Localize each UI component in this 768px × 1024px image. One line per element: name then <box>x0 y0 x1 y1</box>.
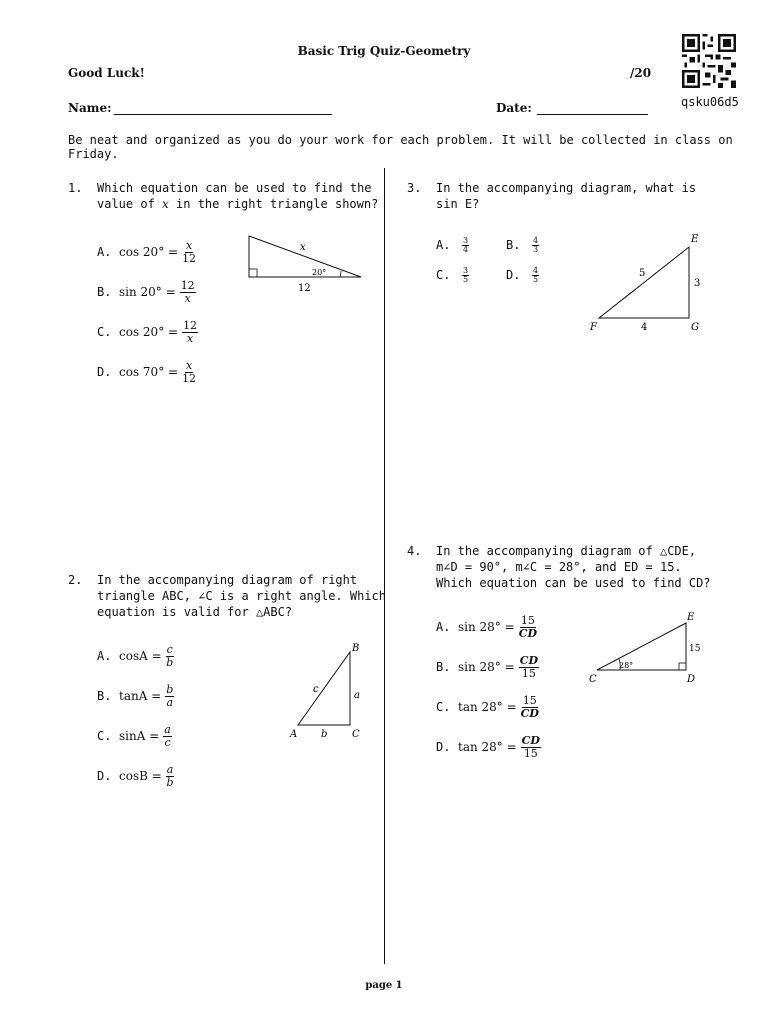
good-luck-text: Good Luck! <box>68 66 145 80</box>
q2-choice-a[interactable] <box>97 636 174 676</box>
q1-choice-c[interactable] <box>97 312 198 352</box>
frac-den: 12 <box>182 251 197 265</box>
score-total: /20 <box>630 66 652 80</box>
choice-expr: cos 20° = <box>119 245 179 259</box>
q1-choices <box>97 232 198 392</box>
q2-vertex-a: A <box>290 729 298 740</box>
choice-label: D. <box>97 769 112 783</box>
q2-side-b: b <box>321 729 328 740</box>
frac-num: a <box>166 762 174 776</box>
choice-expr: sin 28° = <box>458 620 515 634</box>
q3-triangle-diagram <box>585 230 710 335</box>
choice-expr: tanA = <box>119 689 162 703</box>
q2-side-a: a <box>354 690 360 701</box>
q2-choice-b[interactable] <box>97 676 174 716</box>
frac-den: CD <box>520 706 539 720</box>
q3-line1: In the accompanying diagram, what is <box>436 181 697 195</box>
q1-base-label: 12 <box>298 283 311 294</box>
q1-line2 <box>97 196 378 212</box>
q1-choice-b[interactable] <box>97 272 198 312</box>
q4-question <box>436 543 711 591</box>
choice-label: C. <box>97 325 112 339</box>
choice-label: B. <box>506 238 521 252</box>
q3-vertex-e: E <box>691 234 699 245</box>
choice-expr: sin 20° = <box>119 285 176 299</box>
q3-choices <box>436 230 546 290</box>
frac-den: 5 <box>533 274 539 284</box>
frac-den: 12 <box>182 371 197 385</box>
frac-den: x <box>184 291 191 305</box>
q2-line3: equation is valid for △ABC? <box>97 605 293 619</box>
q3-base-label: 4 <box>641 322 648 333</box>
frac-den: 4 <box>463 244 469 254</box>
q4-angle-label: 28° <box>619 661 634 670</box>
frac-num: 15 <box>522 693 537 707</box>
q2-choice-d[interactable] <box>97 756 174 796</box>
instructions: Be neat and organized as you do your work for each problem. It will be collected in class on Friday. <box>68 133 733 161</box>
choice-label: C. <box>97 729 112 743</box>
q2-vertex-b: B <box>352 643 360 654</box>
frac-num: 3 <box>463 265 469 275</box>
q3-vertex-f: F <box>590 322 597 333</box>
q4-line2: m∠D = 90°, m∠C = 28°, and ED = 15. <box>436 560 682 574</box>
q3-vertex-g: G <box>691 322 699 333</box>
choice-label: C. <box>436 700 451 714</box>
q1-triangle-diagram <box>240 230 370 300</box>
q2-triangle-diagram <box>284 638 368 742</box>
frac-den: x <box>186 331 194 345</box>
q1-choice-d[interactable] <box>97 352 198 392</box>
choice-label: D. <box>97 365 112 379</box>
frac-num: 12 <box>183 318 198 332</box>
q4-triangle-diagram <box>585 610 710 686</box>
frac-den: b <box>166 655 174 669</box>
frac-den: a <box>166 695 174 709</box>
name-line[interactable] <box>114 100 332 115</box>
frac-num: x <box>185 238 193 252</box>
q4-number: 4. <box>407 544 422 558</box>
choice-label: A. <box>97 649 112 663</box>
choice-expr: tan 28° = <box>458 700 517 714</box>
frac-num: CD <box>521 733 540 747</box>
choice-label: A. <box>436 238 451 252</box>
frac-num: b <box>166 682 174 696</box>
choice-label: A. <box>436 620 451 634</box>
q2-choices <box>97 636 174 796</box>
frac-num: 4 <box>533 235 539 245</box>
q1-line2-pre: value of <box>97 197 163 211</box>
q2-side-c: c <box>313 684 319 695</box>
q2-question <box>97 572 386 620</box>
q2-vertex-c: C <box>352 729 360 740</box>
q2-line1: In the accompanying diagram of right <box>97 573 358 587</box>
q1-question <box>97 180 378 212</box>
frac-num: 3 <box>463 235 469 245</box>
choice-expr: cosB = <box>119 769 162 783</box>
q1-angle-label: 20° <box>312 268 327 277</box>
frac-den: 15 <box>523 746 538 760</box>
frac-num: 15 <box>520 613 535 627</box>
frac-num: x <box>185 358 193 372</box>
q1-var: x <box>162 197 169 211</box>
frac-num: 4 <box>533 265 539 275</box>
q3-hyp-label: 5 <box>639 268 646 279</box>
q3-choice-a[interactable] <box>436 230 506 260</box>
q4-choice-a[interactable] <box>436 607 541 647</box>
choice-expr: sin 28° = <box>458 660 515 674</box>
q4-line1: In the accompanying diagram of △CDE, <box>436 544 697 558</box>
date-line[interactable] <box>537 100 648 115</box>
choice-label: D. <box>436 740 451 754</box>
q1-line2-post: in the right triangle shown? <box>168 197 379 211</box>
frac-num: c <box>166 642 173 656</box>
q2-line2: triangle ABC, ∠C is a right angle. Which <box>97 589 386 603</box>
q3-choice-b[interactable] <box>506 230 539 260</box>
q4-line3: Which equation can be used to find CD? <box>436 576 711 590</box>
frac-den: b <box>166 775 174 789</box>
q3-vert-label: 3 <box>694 278 701 289</box>
q3-line2: sin E? <box>436 197 480 211</box>
quiz-title: Basic Trig Quiz-Geometry <box>297 44 471 58</box>
frac-den: 3 <box>533 244 539 254</box>
name-label: Name: <box>68 101 112 115</box>
choice-label: D. <box>506 268 521 282</box>
q3-choice-d[interactable] <box>506 260 539 290</box>
q4-choices <box>436 607 541 767</box>
frac-den: 5 <box>463 274 469 284</box>
column-divider <box>384 168 385 964</box>
choice-label: C. <box>436 268 451 282</box>
q3-question <box>436 180 696 212</box>
frac-num: a <box>164 722 171 736</box>
qr-code-label: qsku06d5 <box>681 95 739 109</box>
choice-expr: tan 28° = <box>458 740 517 754</box>
q1-hyp-label: x <box>300 242 306 253</box>
q1-line1: Which equation can be used to find the <box>97 181 372 195</box>
qr-code-icon <box>682 34 736 88</box>
q2-number: 2. <box>68 573 83 587</box>
q3-choice-c[interactable] <box>436 260 506 290</box>
frac-den: CD <box>518 626 537 640</box>
frac-num: CD <box>519 653 538 667</box>
page-number: page 1 <box>365 980 403 991</box>
q4-vertex-e: E <box>687 612 695 623</box>
frac-num: 12 <box>180 278 195 292</box>
q4-vert-label: 15 <box>689 644 701 654</box>
q4-vertex-c: C <box>589 674 597 685</box>
q4-choice-c[interactable] <box>436 687 541 727</box>
q4-choice-b[interactable] <box>436 647 541 687</box>
choice-expr: sinA = <box>119 729 160 743</box>
choice-expr: cos 20° = <box>119 325 179 339</box>
choice-expr: cosA = <box>119 649 162 663</box>
date-label: Date: <box>496 101 532 115</box>
q4-vertex-d: D <box>687 674 696 685</box>
q2-choice-c[interactable] <box>97 716 174 756</box>
choice-label: B. <box>436 660 451 674</box>
q4-choice-d[interactable] <box>436 727 541 767</box>
choice-expr: cos 70° = <box>119 365 179 379</box>
choice-label: B. <box>97 689 112 703</box>
frac-den: c <box>164 735 171 749</box>
choice-label: B. <box>97 285 112 299</box>
choice-label: A. <box>97 245 112 259</box>
q1-number: 1. <box>68 181 83 195</box>
q1-choice-a[interactable] <box>97 232 198 272</box>
frac-den: 15 <box>521 666 536 680</box>
q3-number: 3. <box>407 181 422 195</box>
